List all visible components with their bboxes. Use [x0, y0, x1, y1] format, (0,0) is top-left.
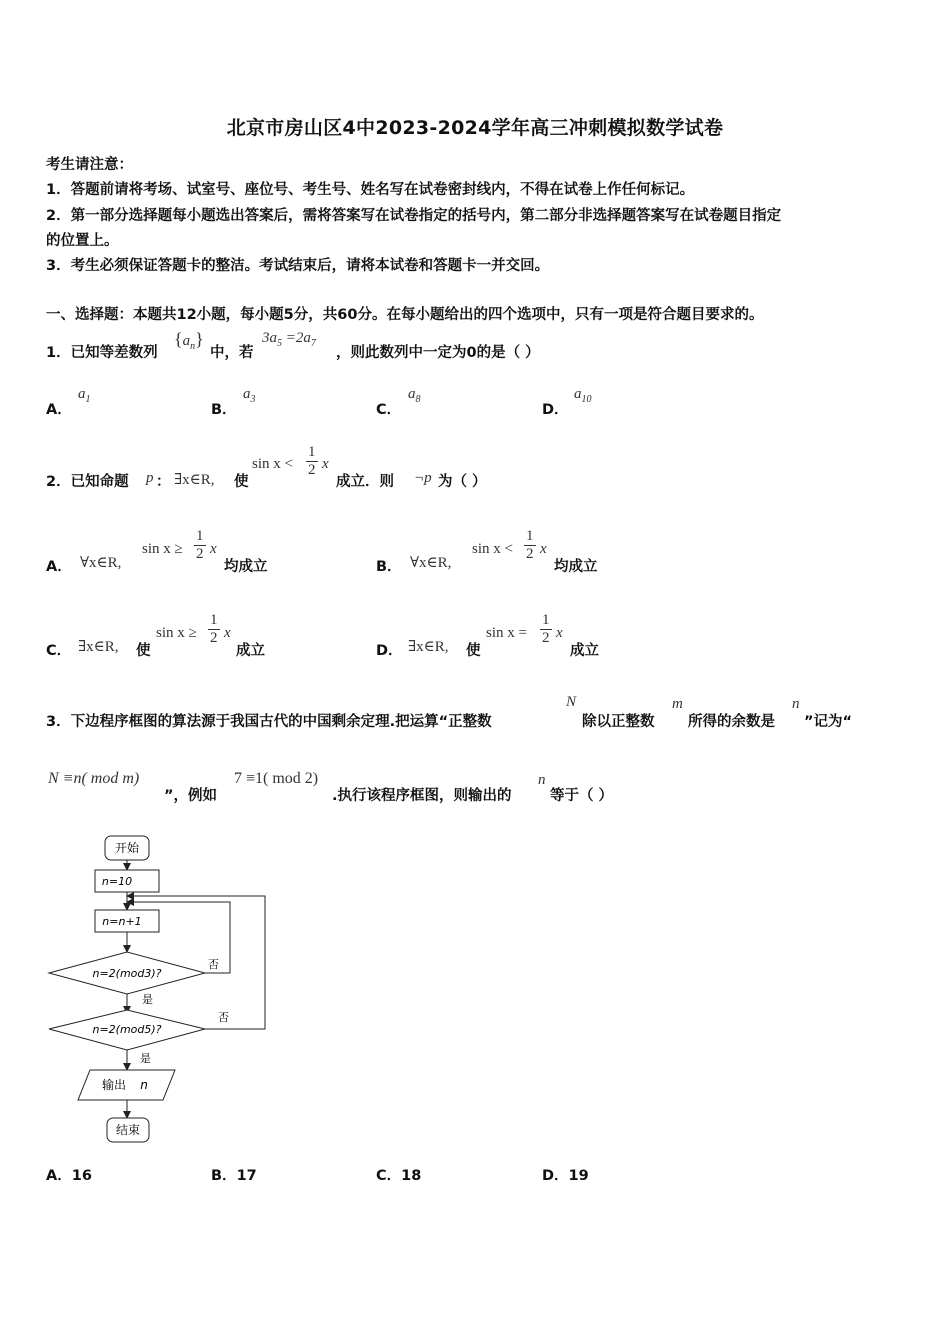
- q3-option-d[interactable]: D．19: [542, 1168, 589, 1184]
- flow-no-label-1: 否: [208, 958, 219, 971]
- page-title: 北京市房山区4中2023-2024学年高三冲刺模拟数学试卷: [226, 117, 724, 139]
- q2-option-a[interactable]: A． ∀x∈R, sin x ≥ $\frac{1}{2}$ x 均成立: [46, 528, 268, 575]
- flow-output-label: 输出: [101, 1078, 127, 1092]
- q2-option-b[interactable]: B． ∀x∈R, sin x < $\frac{1}{2}$ x 均成立: [376, 528, 598, 575]
- flow-no-label-2: 否: [218, 1011, 229, 1024]
- flow-start-label: 开始: [114, 841, 140, 855]
- flowchart: [0, 820, 300, 1160]
- q1-options: A． $a_1$ B． $a_3$ C． $a_8$ D． $a_{10}$: [46, 386, 592, 418]
- flow-yes-label-2: 是: [140, 1052, 151, 1065]
- q1-prefix: 1．已知等差数列: [46, 345, 158, 361]
- q3-option-c[interactable]: C．18: [376, 1168, 422, 1184]
- section-heading: 一、选择题：本题共12小题，每小题5分，共60分。在每小题给出的四个选项中，只有一项是符合题目要求的。: [46, 307, 764, 323]
- notice-item: 1．答题前请将考场、试室号、座位号、考生号、姓名写在试卷密封线内，不得在试卷上作任何标记。: [46, 182, 695, 198]
- q2-option-c[interactable]: C． ∃x∈R, 使 sin x ≥ $\frac{1}{2}$ x 成立: [46, 612, 265, 659]
- q3-option-b[interactable]: B．17: [211, 1168, 257, 1184]
- flow-condition-2-label: n=2(mod5)?: [92, 1023, 162, 1036]
- q1-mid: 中，若: [210, 345, 254, 361]
- notice-item: 2．第一部分选择题每小题选出答案后，需将答案写在试卷指定的括号内，第二部分非选择题答案写在试卷题目指定: [46, 208, 782, 224]
- flow-init-label: n=10: [101, 875, 133, 888]
- q3-option-a[interactable]: A．16: [46, 1168, 92, 1184]
- question-3-line-2: N ≡n( mod m) ”，例如 7 ≡1( mod 2) .执行该程序框图，则输出的 n 等于（ ）: [48, 770, 614, 804]
- q1-condition: $3a_5 =2a_7$: [262, 330, 316, 349]
- question-3-line-1: 3．下边程序框图的算法源于我国古代的中国剩余定理.把运算“正整数 N 除以正整数 m 所得的余数是 n ”记为“: [46, 694, 853, 730]
- flow-yes-label-1: 是: [142, 993, 153, 1006]
- notice-item: 的位置上。: [46, 233, 119, 249]
- flow-output-node: [78, 1070, 175, 1100]
- q1-sequence: $\{a_n\}$: [174, 329, 204, 352]
- flow-increment-label: n=n+1: [102, 915, 142, 928]
- flow-output-var: n: [140, 1078, 148, 1092]
- q1-suffix: ，则此数列中一定为0的是（ ）: [336, 345, 540, 361]
- flow-end-label: 结束: [115, 1123, 141, 1137]
- flow-condition-1-label: n=2(mod3)?: [92, 967, 162, 980]
- notice-heading: 考生请注意：: [46, 157, 133, 173]
- notice-item: 3．考生必须保证答题卡的整洁。考试结束后，请将本试卷和答题卡一并交回。: [46, 258, 550, 274]
- q2-option-d[interactable]: D． ∃x∈R, 使 sin x = $\frac{1}{2}$ x 成立: [376, 612, 599, 659]
